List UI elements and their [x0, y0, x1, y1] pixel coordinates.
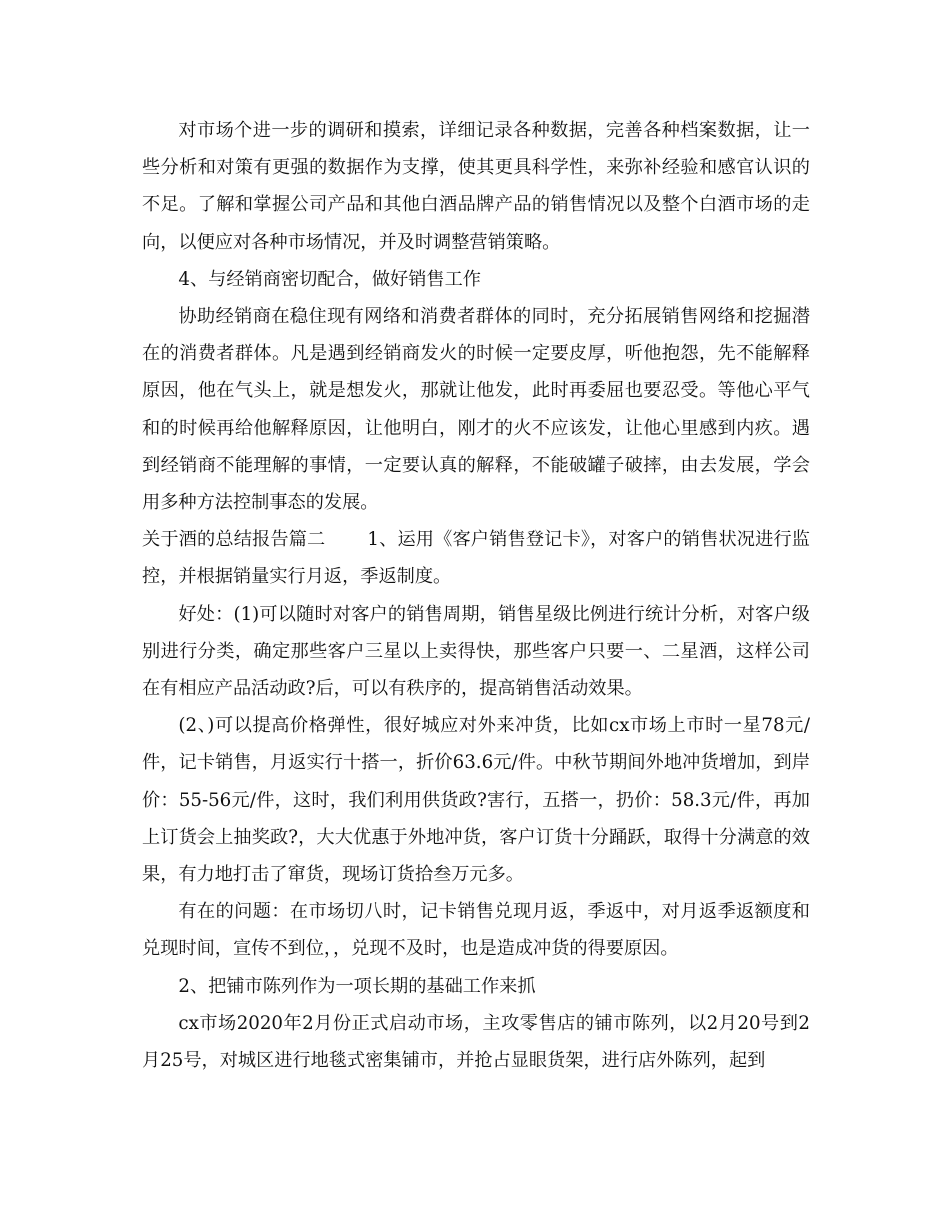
paragraph-existing-problems: 有在的问题：在市场切八时，记卡销售兑现月返，季返中，对月返季返额度和兑现时间，宣传不到位，，兑现不及时，也是造成冲货的得要原因。 — [142, 901, 810, 960]
paragraph-benefit-one: 好处：(1)可以随时对客户的销售周期，销售星级比例进行统计分析，对客户级别进行分类，确定那些客户三星以上卖得快，那些客户只要一、二星酒，这样公司在有相应产品活动政?后，可以有秩序的，提高销售活动效果。 — [142, 603, 810, 700]
paragraph-dealer-assistance: 协助经销商在稳住现有网络和消费者群体的同时，充分拓展销售网络和挖掘潜在的消费者群体。凡是遇到经销商发火的时候一定要皮厚，听他抱怨，先不能解释原因，他在气头上，就是想发火，那就让他发，此时再委屈也要忍受。等他心平气和的时候再给他解释原因，让他明白，刚才的火不应该发，让他心里感到内疚。遇到经销商不能理解的事情，一定要认真的解释，不能破罐子破摔，由去发展，学会用多种方法控制事态的发展。 — [142, 306, 810, 514]
section-first-item: 1、运用《客户销售登记卡》，对客户的销售状况进行监控，并根据销量实行月返，季返制度。 — [142, 529, 810, 588]
heading-shop-display: 2、把铺市陈列作为一项长期的基础工作来抓 — [178, 975, 536, 997]
paragraph-benefit-two: (2、)可以提高价格弹性，很好城应对外来冲货，比如cx市场上市时一星78元/件，记卡销售，月返实行十搭一，折价63.6元/件。中秋节期间外地冲货增加，到岸价：55-56元/件，这时，我们利用供货政?害行，五搭一，扔价：58.3元/件，再加上订货会上抽奖政?，大大优惠于外地冲货，客户订货十分踊跃，取得十分满意的效果，有力地打击了窜货，现场订货拾叁万元多。 — [142, 715, 810, 886]
document-body — [142, 112, 810, 1079]
paragraph-market-launch: cx市场2020年2月份正式启动市场，主攻零售店的铺市陈列，以2月20号到2月25号，对城区进行地毯式密集铺市，并抢占显眼货架，进行店外陈列，起到 — [142, 1012, 810, 1072]
paragraph-market-research: 对市场个进一步的调研和摸索，详细记录各种数据，完善各种档案数据，让一些分析和对策有更强的数据作为支撑，使其更具科学性，来弥补经验和感官认识的不足。了解和掌握公司产品和其他白酒品牌产品的销售情况以及整个白酒市场的走向，以便应对各种市场情况，并及时调整营销策略。 — [142, 120, 810, 253]
heading-dealer-cooperation: 4、与经销商密切配合，做好销售工作 — [178, 268, 481, 290]
paragraph-report-part-two — [142, 521, 810, 595]
section-title: 关于酒的总结报告篇二 — [142, 529, 326, 551]
